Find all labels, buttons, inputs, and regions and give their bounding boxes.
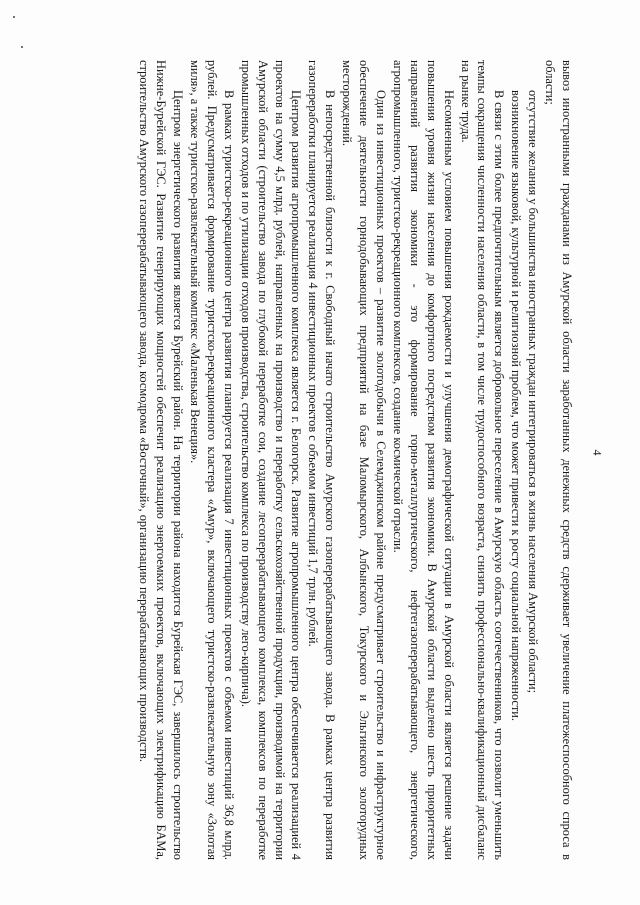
paragraph: В связи с этим более предпочтительным является добровольное переселение в Амурскую область соотечественников, что позволит уменьшить темпы сокращения численности населения области, в том числе трудоспособного возраста, снизить профессионально-квалификационный дисбаланс на рынке труда. bbox=[458, 60, 507, 860]
paragraph: возникновение языковой, культурной и религиозной проблем, что может привести к росту социальной напряженности. bbox=[509, 90, 524, 721]
page-number: 4 bbox=[590, 449, 605, 456]
scan-speck bbox=[21, 46, 23, 48]
paragraph: В рамках туристско-рекреационного центра развития планируется реализация 7 инвестиционных проектов с объемом инвестиций 36,8 млрд. рублей. Предусматривается формирование туристско-рекреационного кластера «Амур», включающего туристско-развлекательную зону «Золотая миля», а также туристско-развлекательный комплекс «Маленькая Венеция». bbox=[188, 60, 236, 860]
paragraph: отсутствие желания у большинства иностранных граждан интегрироваться в жизнь населения Амурской области; bbox=[526, 90, 541, 694]
scan-speck bbox=[13, 16, 15, 18]
paragraph: вывоз иностранными гражданами из Амурской области заработанных денежных средств сдерживает увеличение платежеспособного спроса в области; bbox=[543, 60, 574, 860]
paragraph: В непосредственной близости к г. Свободный начато строительство Амурского газоперерабатывающего завода. В рамках центра развития газопереработки планируется реализация 4 инвестиционных проектов с объемом инвестиций 1,7 трлн. рублей. bbox=[306, 60, 338, 860]
page-body bbox=[75, 60, 575, 860]
paragraph: Центром развития агропромышленного комплекса является г. Белогорск. Развитие агропромышленного центра обеспечивается реализацией 4 проектов на сумму 4,5 млрд. рублей, направленных на производство и переработку сельскохозяйственной продукции, производимой на территории Амурской области (строительство завода по глубокой переработке сои, создание лесоперерабатывающего комплекса, комплексов по переработке промышленных отходов и по утилизации отходов производства, строительство комплекса по производству лего-кирпича). bbox=[238, 60, 304, 860]
paragraph: Один из инвестиционных проектов – развитие золотодобычи в Селемджинском районе предусматривает строительство и инфраструктурное обеспечение деятельности горнодобывающих предприятий на базе Маломырского, Албынского, Токурского и Эльгинского золоторудных месторождений. bbox=[340, 60, 389, 860]
paragraph: Центром энергетического развития является Бурейский район. На территории района находится Бурейская ГЭС, завершилось строительство Нижне-Бурейской ГЭС. Развитие генерирующих мощностей обеспечит реализацию энергоемких проектов, включающих электрификацию БАМа, строительство Амурского газоперерабатывающего завода, космодрома «Восточный», организацию перерабатывающих производств. bbox=[137, 60, 186, 860]
paragraph: Несомненным условием повышения рождаемости и улучшения демографической ситуации в Амурской области является решение задачи повышения уровня жизни населения до комфортного посредством развития экономики. В Амурской области выделено шесть приоритетных направлений развития экономики - это формирование горно-металлургического, нефтегазоперерабатывающего, энергетического, агропромышленного, туристско-рекреационного комплексов, создание космической отрасли. bbox=[390, 60, 456, 860]
